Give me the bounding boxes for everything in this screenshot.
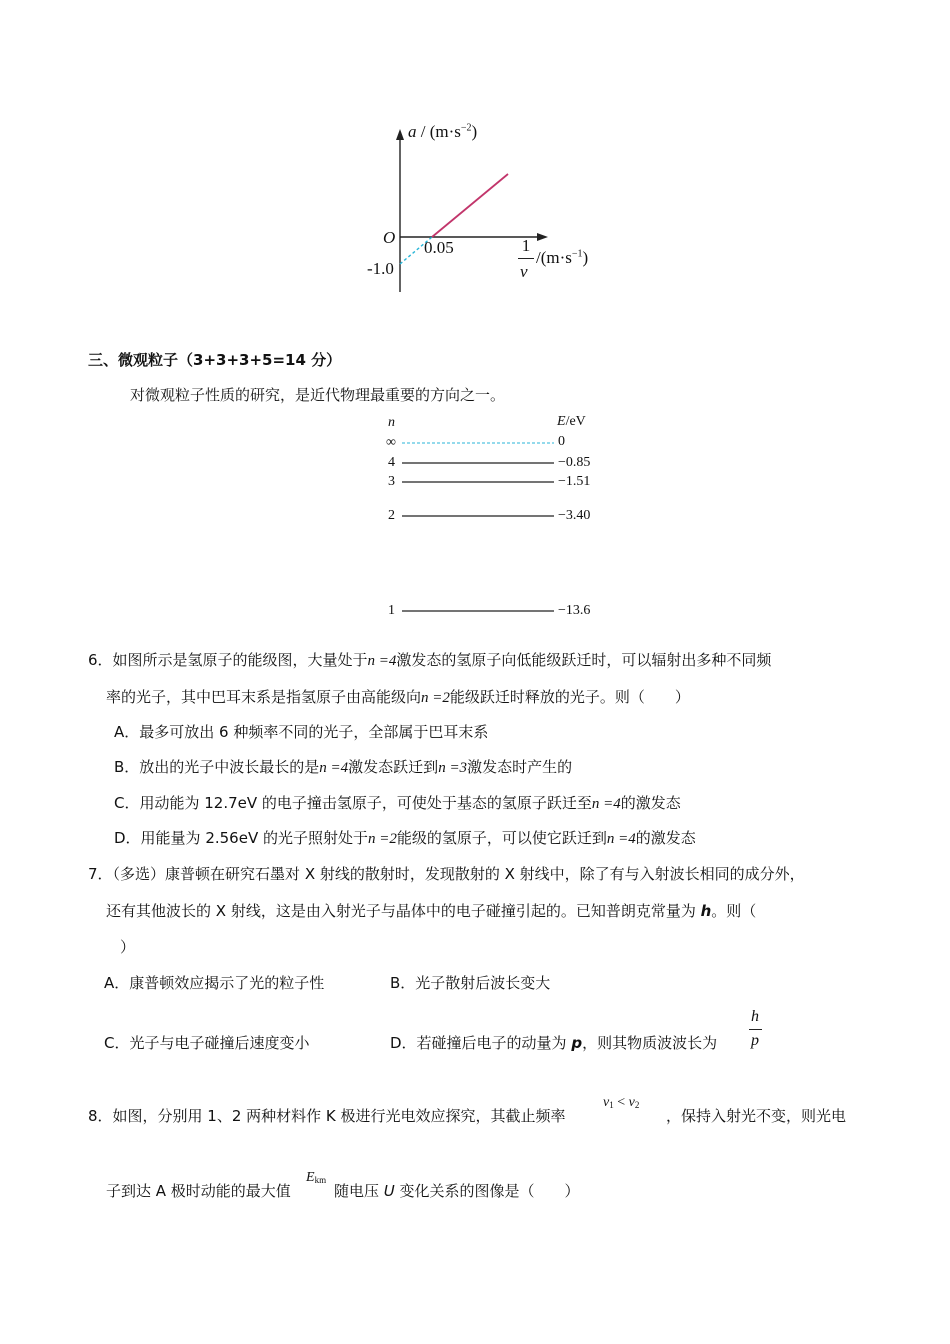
graph-solid-line	[432, 174, 508, 237]
level-e-4: −0.85	[558, 455, 591, 470]
q8-line-2-a: 子到达 A 极时动能的最大值	[106, 1182, 291, 1200]
level-n-2: 2	[388, 508, 395, 523]
q7-option-d: D．若碰撞后电子的动量为 p，则其物质波波长为	[390, 1034, 718, 1052]
q7-option-a: A．康普顿效应揭示了光的粒子性	[104, 974, 325, 992]
q7-fraction-numerator: h	[751, 1008, 759, 1025]
x-axis-fraction-bar	[518, 258, 534, 259]
section-intro: 对微观粒子性质的研究，是近代物理最重要的方向之一。	[130, 386, 506, 404]
y-intercept-label: -1.0	[367, 259, 394, 278]
q8-nu-inequality: $\nu_1 < \nu_2$	[603, 1095, 640, 1110]
x-axis-unit: $/(m\cdot s^{-1})$	[536, 248, 589, 267]
q8-line-1-a: 8．如图，分别用 1、2 两种材料作 K 极进行光电效应探究，其截止频率	[88, 1107, 566, 1125]
level-lines	[396, 430, 566, 620]
level-e-2: −3.40	[558, 508, 591, 523]
q7-fraction-denominator: p	[751, 1032, 759, 1049]
q6-option-a: A．最多可放出 6 种频率不同的光子，全部属于巴耳末系	[114, 723, 489, 741]
e-header: E/eV	[557, 414, 586, 429]
q6-option-d: D．用能量为 2.56eV 的光子照射处于n =2能级的氢原子，可以使它跃迁到n =4的激发态	[114, 829, 696, 847]
q7-line-1: 7．（多选）康普顿在研究石墨对 X 射线的散射时，发现散射的 X 射线中，除了有与入射波长相同的成分外，	[88, 865, 805, 883]
q7-option-c: C．光子与电子碰撞后速度变小	[104, 1034, 310, 1052]
n-header: n	[388, 415, 395, 430]
level-e-3: −1.51	[558, 474, 591, 489]
q6-option-b: B．放出的光子中波长最长的是n =4激发态跃迁到n =3激发态时产生的	[114, 758, 573, 776]
level-n-3: 3	[388, 474, 395, 489]
q8-line-2-b: 随电压 U 变化关系的图像是（ ）	[334, 1182, 580, 1200]
graph-axes	[360, 115, 620, 300]
level-e-1: −13.6	[558, 603, 591, 618]
x-axis-denominator: v	[520, 262, 528, 281]
q8-line-1-b: ，保持入射光不变，则光电	[666, 1107, 847, 1125]
x-tick-label: 0.05	[424, 238, 454, 257]
q7-fraction-bar	[749, 1029, 762, 1030]
level-n-1: 1	[388, 603, 395, 618]
origin-label: O	[383, 228, 396, 247]
level-e-inf: 0	[558, 434, 565, 449]
x-axis-numerator: 1	[521, 236, 531, 255]
level-n-4: 4	[388, 455, 395, 470]
q6-option-c: C．用动能为 12.7eV 的电子撞击氢原子，可使处于基态的氢原子跃迁至n =4的激发态	[114, 794, 681, 812]
section-title: 三、微观粒子（3+3+3+5=14 分）	[88, 351, 342, 369]
q6-line-1: 6．如图所示是氢原子的能级图，大量处于n =4激发态的氢原子向低能级跃迁时，可以辐射出多种不同频	[88, 651, 772, 669]
q6-line-2: 率的光子，其中巴耳末系是指氢原子由高能级向n =2能级跃迁时释放的光子。则（ ）	[106, 688, 690, 706]
q7-line-3: ）	[120, 938, 136, 956]
q8-ekm-symbol: $E_{km}$	[306, 1170, 327, 1185]
level-n-inf: ∞	[386, 435, 396, 450]
q7-option-b: B．光子散射后波长变大	[390, 974, 551, 992]
q7-line-2: 还有其他波长的 X 射线，这是由入射光子与晶体中的电子碰撞引起的。已知普朗克常量为 h。则（	[106, 902, 757, 920]
y-axis-label: $a / (m\cdot s^{-2})$	[408, 122, 478, 141]
